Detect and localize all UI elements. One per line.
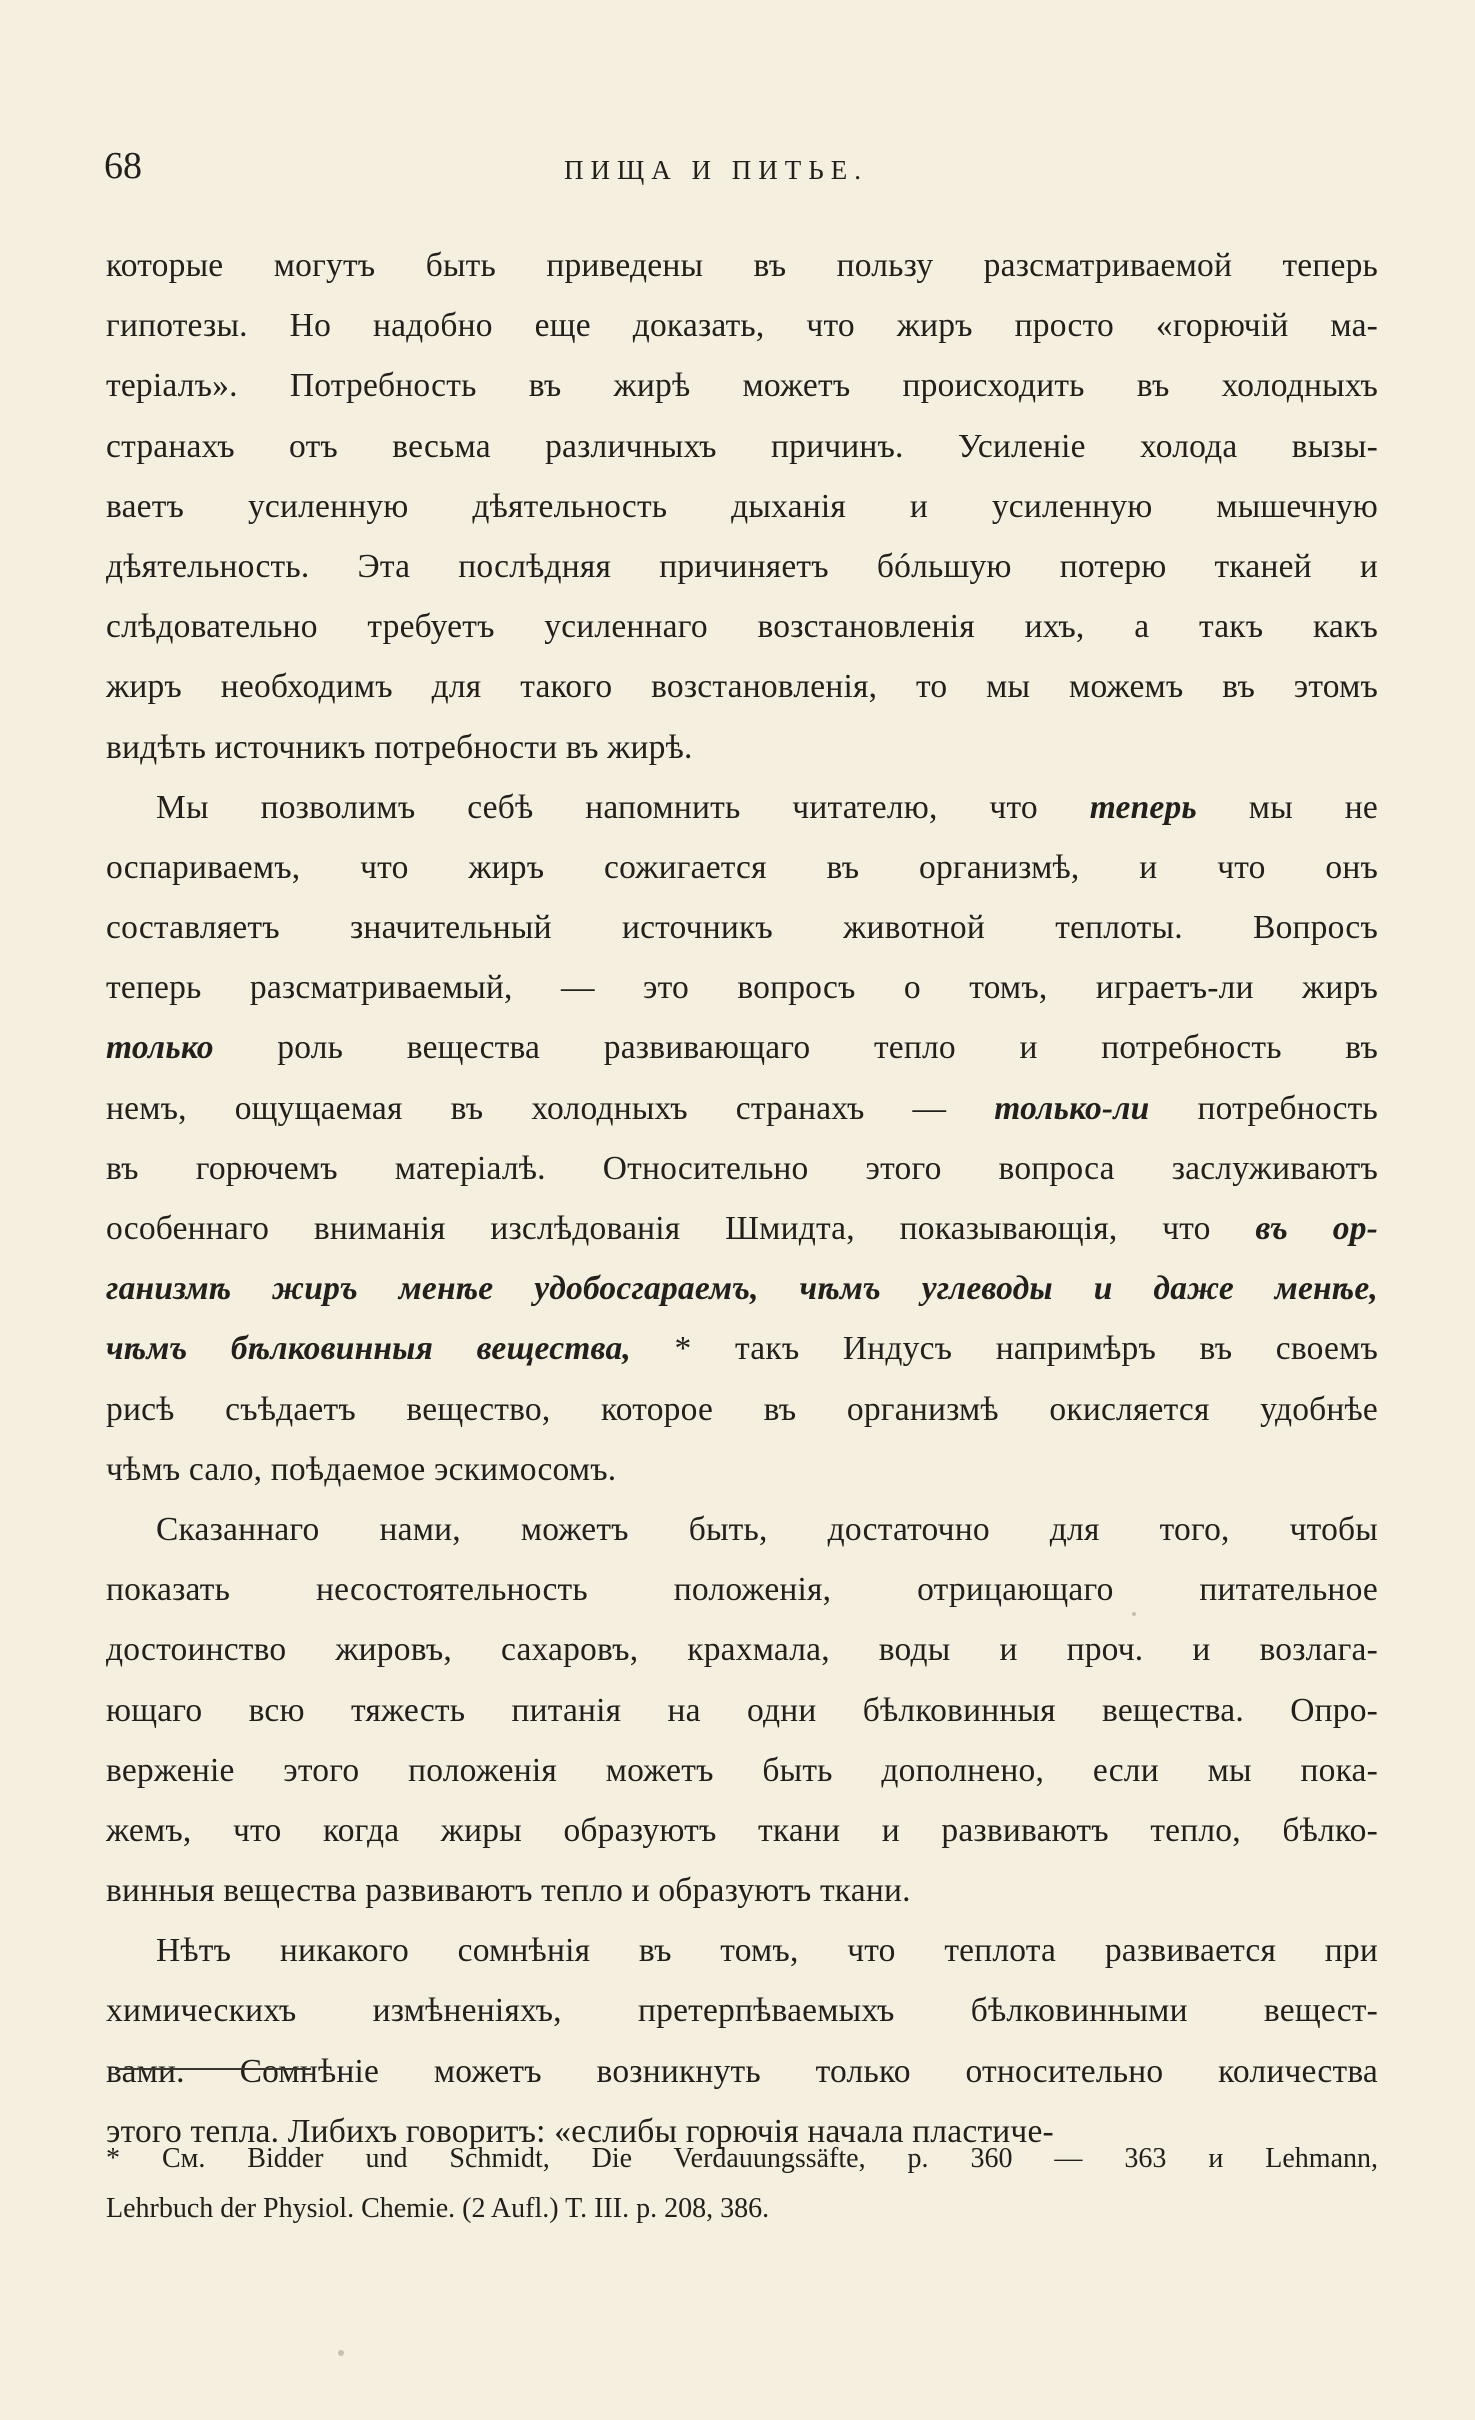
text-segment: ющаго всю тяжесть питанія на одни бѣлковинныя вещества. Опро- [106, 1691, 1378, 1729]
text-segment: слѣдовательно требуетъ усиленнаго возстановленія ихъ, а такъ какъ [106, 608, 1378, 646]
footnotes [106, 2134, 1378, 2234]
emphasized-text: чѣмъ бѣлковинныя вещества, [106, 1330, 631, 1368]
text-line [106, 1380, 1378, 1440]
paragraph [106, 1500, 1378, 1921]
text-segment: верженіе этого положенія можетъ быть дополнено, если мы пока- [106, 1751, 1378, 1789]
text-segment: странахъ отъ весьма различныхъ причинъ. Усиленіе холода вызы- [106, 427, 1378, 465]
text-segment: жемъ, что когда жиры образуютъ ткани и развиваютъ тепло, бѣлко- [106, 1811, 1378, 1849]
page-number: 68 [104, 145, 142, 187]
page-header [104, 136, 1394, 196]
text-segment: показать несостоятельность положенія, отрицающаго питательное [106, 1571, 1378, 1609]
paragraph [106, 778, 1378, 1500]
text-line [106, 657, 1378, 717]
text-line [106, 778, 1378, 838]
text-line [106, 1079, 1378, 1139]
paragraph [106, 236, 1378, 778]
text-line [106, 1139, 1378, 1199]
text-segment: этого тепла. Либихъ говоритъ: «еслибы горючія начала пластиче- [106, 2112, 1054, 2150]
text-line [106, 1921, 1378, 1981]
text-segment: винныя вещества развиваютъ тепло и образуютъ ткани. [106, 1872, 911, 1910]
text-line [106, 718, 1378, 778]
text-line [106, 1981, 1378, 2041]
text-segment: теперь разсматриваемый, — это вопросъ о томъ, играетъ-ли жиръ [106, 969, 1378, 1007]
text-line [106, 1500, 1378, 1560]
text-segment: Сказаннаго нами, можетъ быть, достаточно для того, чтобы [156, 1510, 1378, 1548]
text-line [106, 1199, 1378, 1259]
text-segment: жиръ необходимъ для такого возстановленія, то мы можемъ въ этомъ [106, 668, 1378, 706]
text-line [106, 356, 1378, 416]
footnote-divider [115, 2068, 311, 2070]
text-line [106, 477, 1378, 537]
text-segment: составляетъ значительный источникъ животной теплоты. Вопросъ [106, 909, 1378, 947]
text-line [106, 1259, 1378, 1319]
text-segment: потребность [1149, 1089, 1378, 1127]
text-segment: которые могутъ быть приведены въ пользу разсматриваемой теперь [106, 247, 1378, 284]
text-segment: дѣятельность. Эта послѣдняя причиняетъ бóльшую потерю тканей и [106, 547, 1378, 585]
text-segment: химическихъ измѣненіяхъ, претерпѣваемыхъ бѣлковинными вещест- [106, 1992, 1378, 2030]
text-segment: мы не [1196, 788, 1378, 826]
running-title: ПИЩА И ПИТЬЕ. [564, 155, 868, 185]
emphasized-text: въ ор- [1255, 1210, 1379, 1247]
text-line [106, 2042, 1378, 2102]
paragraph [106, 1921, 1378, 2162]
emphasized-text: ганизмѣ жиръ менѣе удобосгараемъ, чѣмъ углеводы и даже менѣе, [106, 1270, 1378, 1308]
text-line [106, 1440, 1378, 1500]
text-line [106, 898, 1378, 958]
text-segment: въ горючемъ матеріалѣ. Относительно этого вопроса заслуживаютъ [106, 1149, 1378, 1187]
text-line [106, 1319, 1378, 1379]
text-line [106, 1620, 1378, 1680]
text-line [106, 1681, 1378, 1741]
text-segment: особеннаго вниманія изслѣдованія Шмидта, показывающія, что [106, 1210, 1256, 1247]
text-line [106, 537, 1378, 597]
text-segment: оспариваемъ, что жиръ сожигается въ организмѣ, и что онъ [106, 848, 1378, 886]
text-segment: ваетъ усиленную дѣятельность дыханія и усиленную мышечную [106, 487, 1378, 525]
text-line [106, 1560, 1378, 1620]
text-line [106, 417, 1378, 477]
paper-speck [1132, 1612, 1136, 1616]
paper-speck [338, 2350, 344, 2356]
text-segment: Мы позволимъ себѣ напомнить читателю, что [156, 788, 1090, 826]
body-text [106, 236, 1378, 2162]
text-line [106, 958, 1378, 1018]
text-segment: достоинство жировъ, сахаровъ, крахмала, воды и проч. и возлага- [106, 1631, 1378, 1669]
text-segment: вами. Сомнѣніе можетъ возникнуть только относительно количества [106, 2052, 1378, 2090]
emphasized-text: только-ли [994, 1089, 1150, 1127]
text-segment: * такъ Индусъ напримѣръ въ своемъ [630, 1330, 1378, 1368]
text-segment: теріалъ». Потребность въ жирѣ можетъ происходить въ холодныхъ [106, 367, 1378, 405]
text-segment: гипотезы. Но надобно еще доказать, что жиръ просто «горючій ма- [106, 307, 1378, 345]
text-line [106, 296, 1378, 356]
emphasized-text: теперь [1089, 788, 1197, 826]
footnote-line: * См. Bidder und Schmidt, Die Verdauungssäfte, p. 360 — 363 и Lehmann, [106, 2143, 1378, 2174]
text-line [106, 1018, 1378, 1078]
text-segment: роль вещества развивающаго тепло и потребность въ [213, 1029, 1378, 1067]
text-line [106, 1741, 1378, 1801]
text-line [106, 236, 1378, 296]
footnote-line: Lehrbuch der Physiol. Chemie. (2 Aufl.) T. III. p. 208, 386. [106, 2193, 770, 2224]
text-segment: видѣть источникъ потребности въ жирѣ. [106, 728, 693, 766]
text-line [106, 597, 1378, 657]
text-segment: рисѣ съѣдаетъ вещество, которое въ организмѣ окисляется удобнѣе [106, 1390, 1378, 1428]
text-line [106, 838, 1378, 898]
emphasized-text: только [106, 1029, 214, 1067]
text-segment: Нѣтъ никакого сомнѣнія въ томъ, что теплота развивается при [156, 1932, 1378, 1970]
text-segment: чѣмъ сало, поѣдаемое эскимосомъ. [106, 1450, 617, 1488]
text-segment: немъ, ощущаемая въ холодныхъ странахъ — [106, 1089, 995, 1127]
text-line [106, 1861, 1378, 1921]
text-line [106, 1801, 1378, 1861]
